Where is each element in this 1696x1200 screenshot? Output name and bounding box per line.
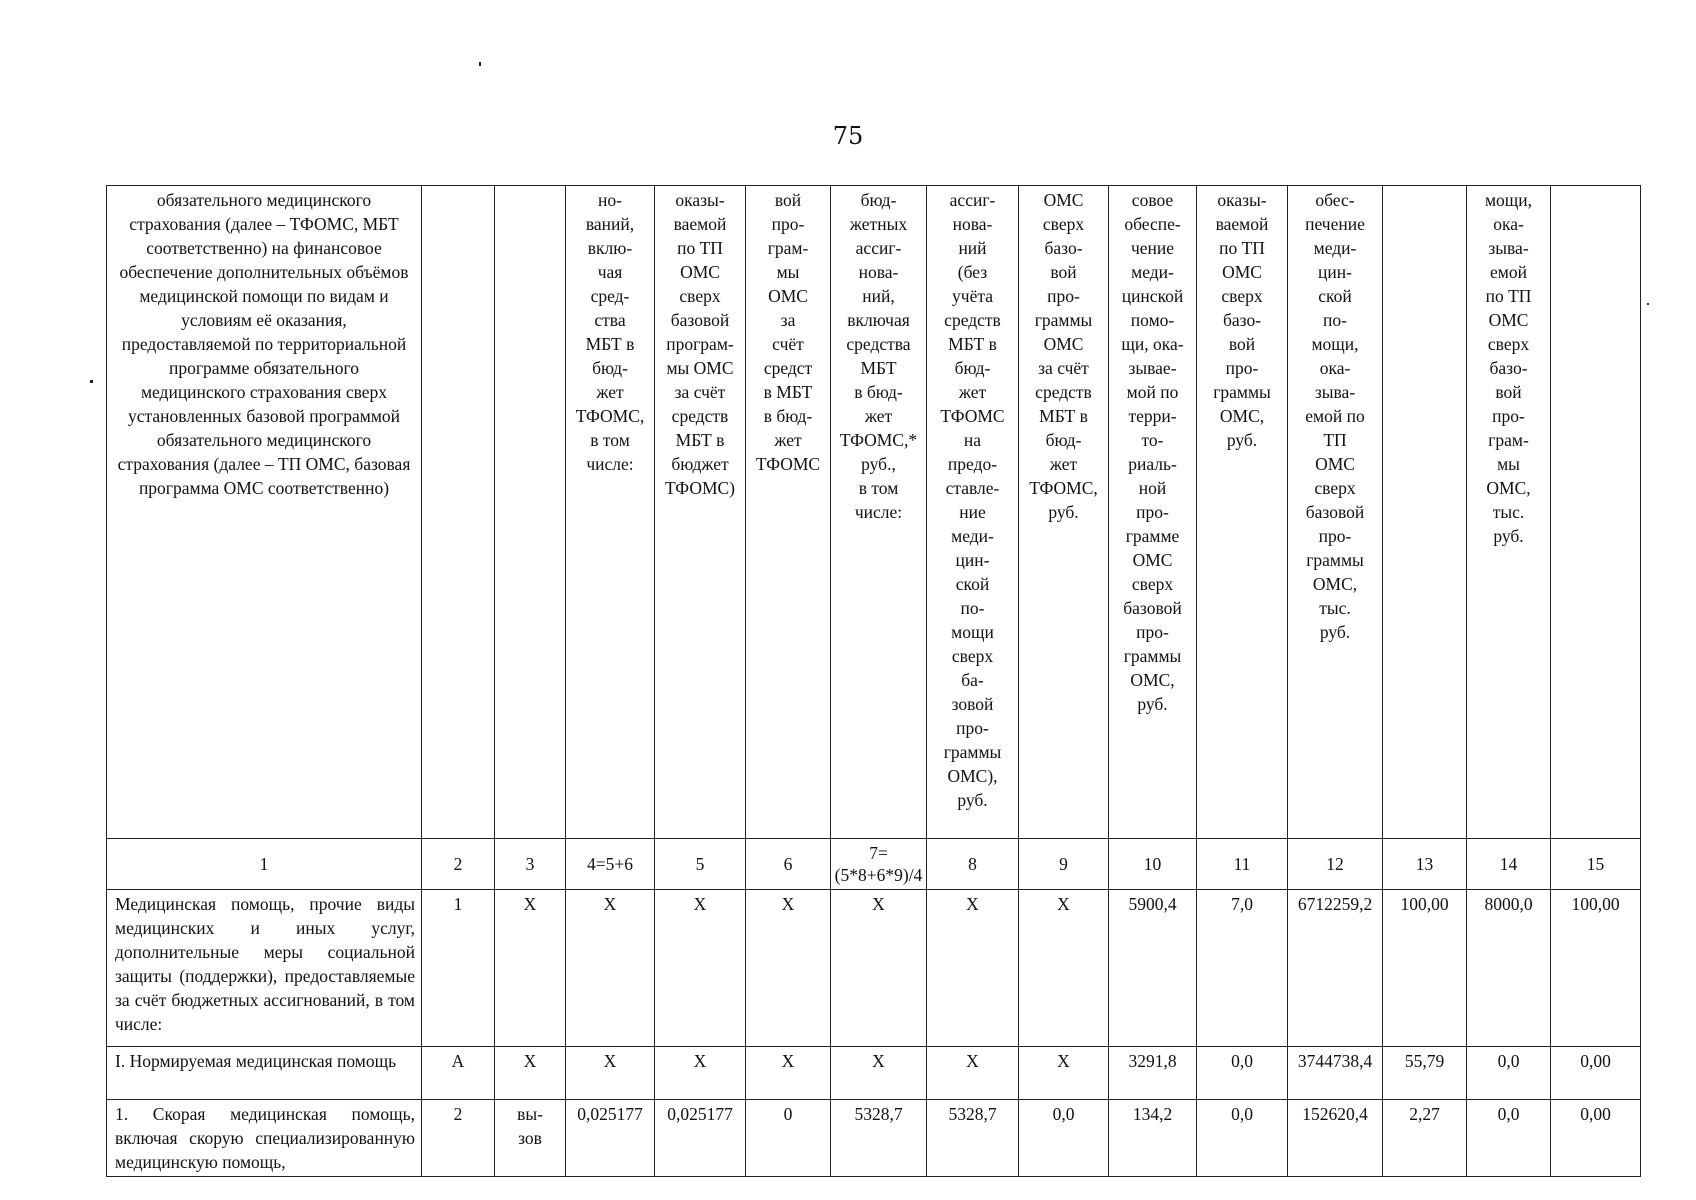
column-number-row bbox=[107, 839, 1641, 890]
table-cell: X bbox=[566, 890, 655, 1047]
row-label: Медицинская помощь, прочие виды медицинских и иных услуг, дополнительные меры социальной защиты (поддержки), предоставляемые за счёт бюджетных ассигнований, в том числе: bbox=[107, 890, 422, 1047]
header-cell: но- ваний, вклю- чая сред- ства МБТ в бюд- жет ТФОМС, в том числе: bbox=[566, 186, 655, 839]
header-cell bbox=[495, 186, 566, 839]
column-number: 4=5+6 bbox=[566, 839, 655, 890]
budget-table bbox=[106, 185, 1641, 1177]
table-cell: X bbox=[927, 1047, 1019, 1100]
row-label: 1. Скорая медицинская помощь, включая скорую специализированную медицинскую помощь, bbox=[107, 1100, 422, 1177]
header-cell: вой про- грам- мы ОМС за счёт средст в МБТ в бюд- жет ТФОМС bbox=[746, 186, 831, 839]
column-number: 13 bbox=[1383, 839, 1467, 890]
header-cell: обес- печение меди- цин- ской по- мощи, ока- зыва- емой по ТП ОМС сверх базовой про- граммы ОМС, тыс. руб. bbox=[1288, 186, 1383, 839]
table-cell: 0,0 bbox=[1467, 1100, 1551, 1177]
column-number: 15 bbox=[1551, 839, 1641, 890]
table-cell: X bbox=[831, 1047, 927, 1100]
header-cell: оказы- ваемой по ТП ОМС сверх базо- вой про- граммы ОМС, руб. bbox=[1197, 186, 1288, 839]
table-cell: 3291,8 bbox=[1109, 1047, 1197, 1100]
table-cell: 55,79 bbox=[1383, 1047, 1467, 1100]
table-cell: 6712259,2 bbox=[1288, 890, 1383, 1047]
column-number: 12 bbox=[1288, 839, 1383, 890]
unit-cell: вы- зов bbox=[495, 1100, 566, 1177]
table-cell: X bbox=[746, 890, 831, 1047]
table-cell: 0,00 bbox=[1551, 1047, 1641, 1100]
table-cell: 0,025177 bbox=[655, 1100, 746, 1177]
table-cell: X bbox=[831, 890, 927, 1047]
page-number: 75 bbox=[832, 122, 864, 150]
table-cell: 3744738,4 bbox=[1288, 1047, 1383, 1100]
table-cell: 0,00 bbox=[1551, 1100, 1641, 1177]
table-row bbox=[107, 1047, 1641, 1100]
table-cell: 0,0 bbox=[1019, 1100, 1109, 1177]
column-number: 1 bbox=[107, 839, 422, 890]
column-number: 5 bbox=[655, 839, 746, 890]
header-cell: бюд- жетных ассиг- нова- ний, включая средства МБТ в бюд- жет ТФОМС,* руб., в том числе: bbox=[831, 186, 927, 839]
scan-speck bbox=[1647, 303, 1649, 305]
column-number: 6 bbox=[746, 839, 831, 890]
table-cell: X bbox=[655, 890, 746, 1047]
table-cell: X bbox=[655, 1047, 746, 1100]
header-cell bbox=[1383, 186, 1467, 839]
header-cell: мощи, ока- зыва- емой по ТП ОМС сверх базо- вой про- грам- мы ОМС, тыс. руб. bbox=[1467, 186, 1551, 839]
table-cell: 0 bbox=[746, 1100, 831, 1177]
table-cell: 5328,7 bbox=[927, 1100, 1019, 1177]
column-number: 8 bbox=[927, 839, 1019, 890]
table-cell: А bbox=[422, 1047, 495, 1100]
header-cell: обязательного медицинского страхования (далее – ТФОМС, МБТ соответственно) на финансовое обеспечение дополнительных объёмов медицинской помощи по видам и условиям её оказания, предоставляемой по территориальной программе обязательного медицинского страхования сверх установленных базовой программой обязательного медицинского страхования (далее – ТП ОМС, базовая программа ОМС соответственно) bbox=[107, 186, 422, 839]
table-cell: 7,0 bbox=[1197, 890, 1288, 1047]
scan-speck bbox=[90, 380, 93, 383]
table-cell: 2,27 bbox=[1383, 1100, 1467, 1177]
header-cell: ассиг- нова- ний (без учёта средств МБТ в бюд- жет ТФОМС на предо- ставле- ние меди- цин- ской по- мощи сверх ба- зовой про- граммы ОМС), руб. bbox=[927, 186, 1019, 839]
header-cell bbox=[422, 186, 495, 839]
table-row bbox=[107, 890, 1641, 1047]
table-cell: X bbox=[495, 1047, 566, 1100]
table-cell: 0,0 bbox=[1197, 1047, 1288, 1100]
table-cell: 5328,7 bbox=[831, 1100, 927, 1177]
table-cell: 134,2 bbox=[1109, 1100, 1197, 1177]
column-number: 3 bbox=[495, 839, 566, 890]
table-cell: X bbox=[927, 890, 1019, 1047]
column-number: 9 bbox=[1019, 839, 1109, 890]
table-cell: 100,00 bbox=[1383, 890, 1467, 1047]
table-cell: X bbox=[1019, 890, 1109, 1047]
column-number: 11 bbox=[1197, 839, 1288, 890]
table-cell: 100,00 bbox=[1551, 890, 1641, 1047]
table-cell: 8000,0 bbox=[1467, 890, 1551, 1047]
table-cell: X bbox=[1019, 1047, 1109, 1100]
table-cell: X bbox=[746, 1047, 831, 1100]
table-cell: 0,0 bbox=[1197, 1100, 1288, 1177]
table-cell: 5900,4 bbox=[1109, 890, 1197, 1047]
table-cell: X bbox=[495, 890, 566, 1047]
table-cell: 152620,4 bbox=[1288, 1100, 1383, 1177]
table-cell: 2 bbox=[422, 1100, 495, 1177]
header-cell: ОМС сверх базо- вой про- граммы ОМС за счёт средств МБТ в бюд- жет ТФОМС, руб. bbox=[1019, 186, 1109, 839]
column-number: 10 bbox=[1109, 839, 1197, 890]
column-number: 2 bbox=[422, 839, 495, 890]
column-number: 7=(5*8+6*9)/4 bbox=[831, 839, 927, 890]
header-cell: оказы- ваемой по ТП ОМС сверх базовой програм- мы ОМС за счёт средств МБТ в бюджет ТФОМС) bbox=[655, 186, 746, 839]
row-label: I. Нормируемая медицинская помощь bbox=[107, 1047, 422, 1100]
table-cell: 0,0 bbox=[1467, 1047, 1551, 1100]
header-row bbox=[107, 186, 1641, 839]
table-cell: X bbox=[566, 1047, 655, 1100]
table-cell: 1 bbox=[422, 890, 495, 1047]
scan-speck bbox=[479, 62, 481, 66]
header-cell bbox=[1551, 186, 1641, 839]
header-cell: совое обеспе- чение меди- цинской помо- щи, ока- зывае- мой по терри- то- риаль- ной про- грамме ОМС сверх базовой про- граммы ОМС, руб. bbox=[1109, 186, 1197, 839]
table-cell: 0,025177 bbox=[566, 1100, 655, 1177]
column-number: 14 bbox=[1467, 839, 1551, 890]
table-row bbox=[107, 1100, 1641, 1177]
